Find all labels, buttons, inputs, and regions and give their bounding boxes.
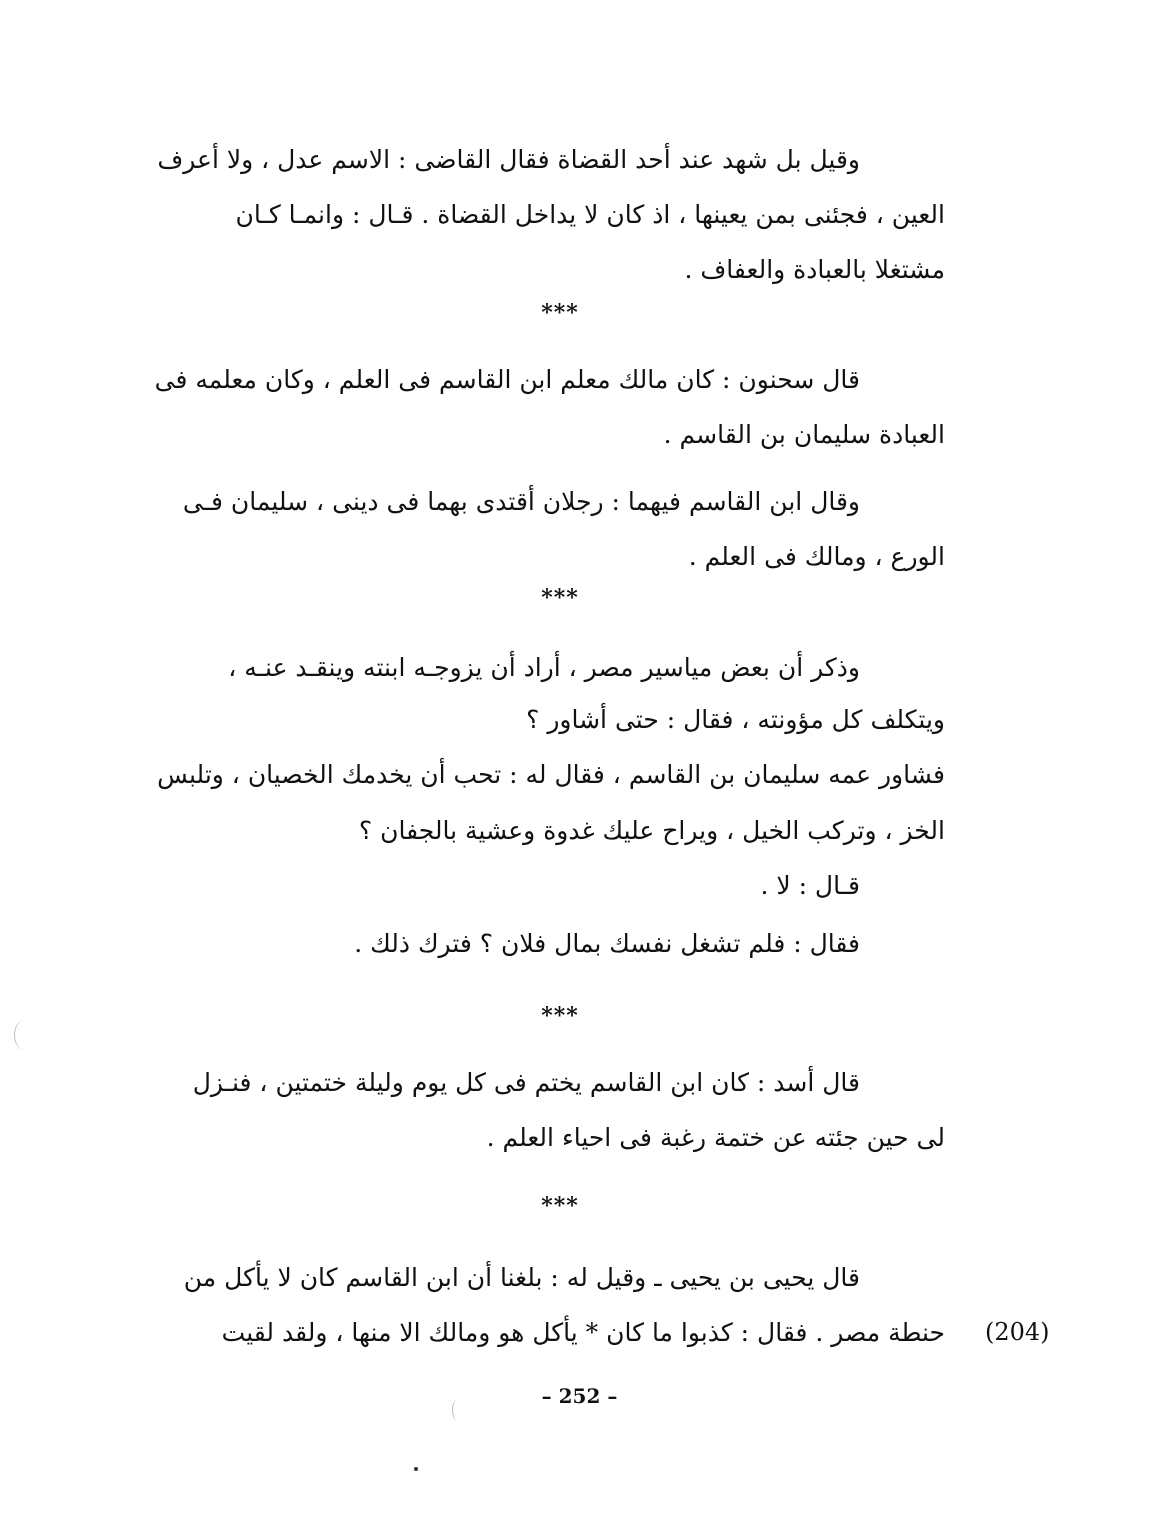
paragraph-line: قال سحنون : كان مالك معلم ابن القاسم فى العلم ، وكان معلمه فى xyxy=(154,365,860,394)
scan-edge-mark xyxy=(14,1020,35,1050)
section-separator: *** xyxy=(541,300,579,326)
margin-reference-number: (204) xyxy=(985,1318,1050,1346)
scan-speck xyxy=(414,1467,418,1471)
paragraph-line: الورع ، ومالك فى العلم . xyxy=(688,542,945,571)
paragraph-5 xyxy=(190,1055,945,1165)
paragraph-line: فشاور عمه سليمان بن القاسم ، فقال له : تحب أن يخدمك الخصيان ، وتلبس xyxy=(157,760,945,789)
paragraph-1 xyxy=(157,132,945,297)
section-separator: *** xyxy=(541,1003,579,1029)
paragraph-line: قال أسد : كان ابن القاسم يختم فى كل يوم وليلة ختمتين ، فنـزل xyxy=(192,1068,860,1097)
section-separator: *** xyxy=(541,1193,579,1219)
paragraph-line: قال يحيى بن يحيى ـ وقيل له : بلغنا أن ابن القاسم كان لا يأكل من xyxy=(183,1263,860,1292)
paragraph-3 xyxy=(182,474,945,584)
paragraph-6 xyxy=(183,1250,945,1360)
paragraph-line: العين ، فجئنى بمن يعينها ، اذ كان لا يداخل القضاة . قـال : وانمـا كـان xyxy=(235,200,945,229)
section-separator: *** xyxy=(541,585,579,611)
paragraph-4 xyxy=(157,640,945,973)
page-number: – 252 – xyxy=(541,1384,618,1408)
paragraph-line: وقال ابن القاسم فيهما : رجلان أقتدى بهما فى دينى ، سليمان فـى xyxy=(182,487,860,516)
paragraph-line: مشتغلا بالعبادة والعفاف . xyxy=(684,255,945,284)
paragraph-line: وذكر أن بعض مياسير مصر ، أراد أن يزوجـه ابنته وينقـد عنـه ، xyxy=(228,653,860,682)
paragraph-line: ويتكلف كل مؤونته ، فقال : حتى أشاور ؟ xyxy=(526,705,945,734)
paragraph-line: الخز ، وتركب الخيل ، ويراح عليك غدوة وعشية بالجفان ؟ xyxy=(358,816,945,845)
paragraph-line: لى حين جئته عن ختمة رغبة فى احياء العلم . xyxy=(486,1123,945,1152)
scan-edge-mark xyxy=(452,1400,463,1420)
paragraph-line: حنطة مصر . فقال : كذبوا ما كان * يأكل هو ومالك الا منها ، ولقد لقيت xyxy=(221,1318,945,1347)
paragraph-2 xyxy=(154,352,945,462)
paragraph-line: العبادة سليمان بن القاسم . xyxy=(663,420,945,449)
paragraph-line: قـال : لا . xyxy=(760,871,860,900)
paragraph-line: فقال : فلم تشغل نفسك بمال فلان ؟ فترك ذلك . xyxy=(354,929,860,958)
paragraph-line: وقيل بل شهد عند أحد القضاة فقال القاضى : الاسم عدل ، ولا أعرف xyxy=(157,145,860,174)
